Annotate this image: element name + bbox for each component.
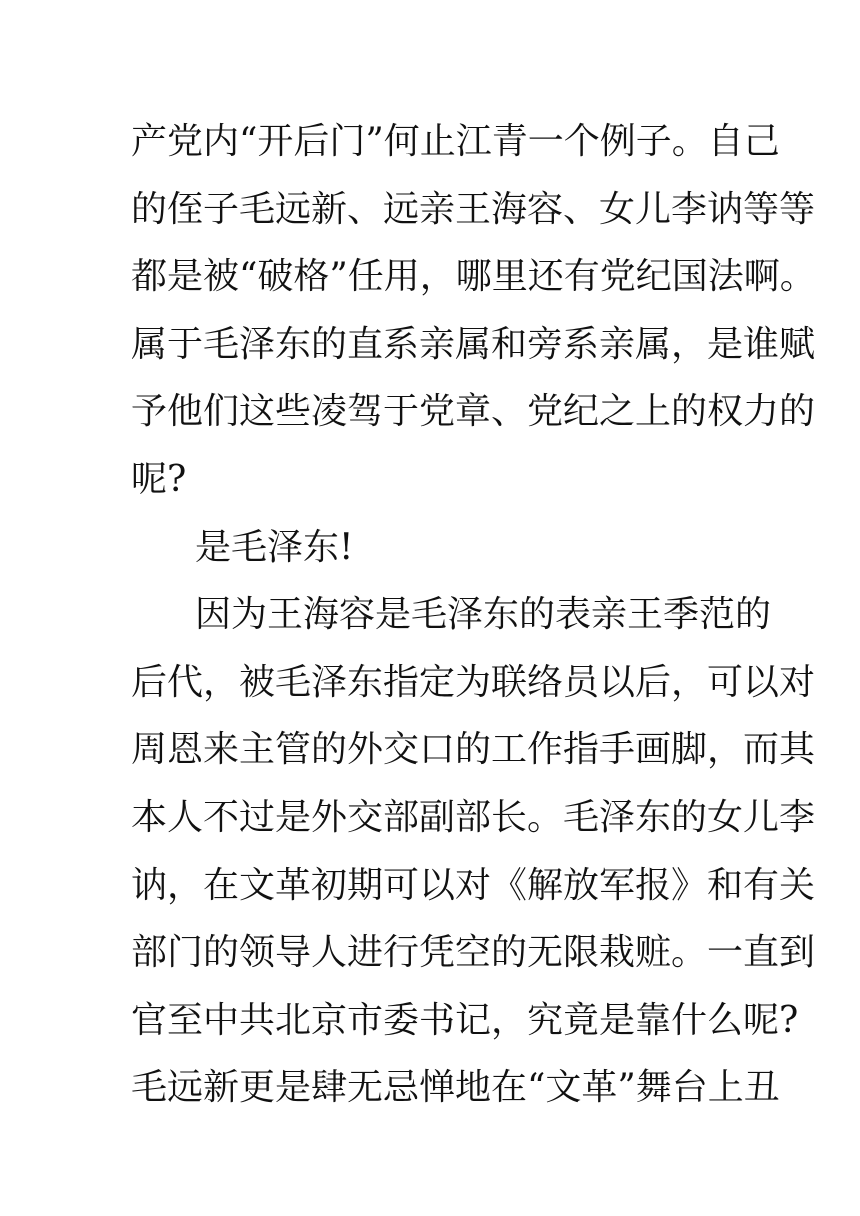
text-line: 因为王海容是毛泽东的表亲王季范的 — [195, 594, 772, 636]
text-line: 官至中共北京市委书记，究竟是靠什么呢? — [131, 999, 799, 1041]
text-line: 都是被“破格”任用，哪里还有党纪国法啊。 — [131, 256, 816, 298]
text-line: 产党内“开后门”何止江青一个例子。自己 — [131, 121, 780, 162]
text-line: 部门的领导人进行凭空的无限栽赃。一直到 — [131, 932, 816, 974]
text-line: 讷，在文革初期可以对《解放军报》和有关 — [131, 864, 816, 906]
text-line: 是毛泽东! — [195, 526, 354, 568]
text-line: 毛远新更是肆无忌惮地在“文革”舞台上丑 — [131, 1067, 780, 1109]
text-line: 后代，被毛泽东指定为联络员以后，可以对 — [131, 661, 816, 703]
text-line: 本人不过是外交部副部长。毛泽东的女儿李 — [131, 796, 816, 838]
text-line: 周恩来主管的外交口的工作指手画脚，而其 — [131, 729, 816, 771]
body-text — [131, 108, 816, 1122]
text-line: 呢? — [131, 458, 187, 500]
text-line: 予他们这些凌驾于党章、党纪之上的权力的 — [131, 391, 816, 433]
text-line: 的侄子毛远新、远亲王海容、女儿李讷等等 — [131, 188, 816, 230]
text-line: 属于毛泽东的直系亲属和旁系亲属，是谁赋 — [131, 323, 816, 365]
